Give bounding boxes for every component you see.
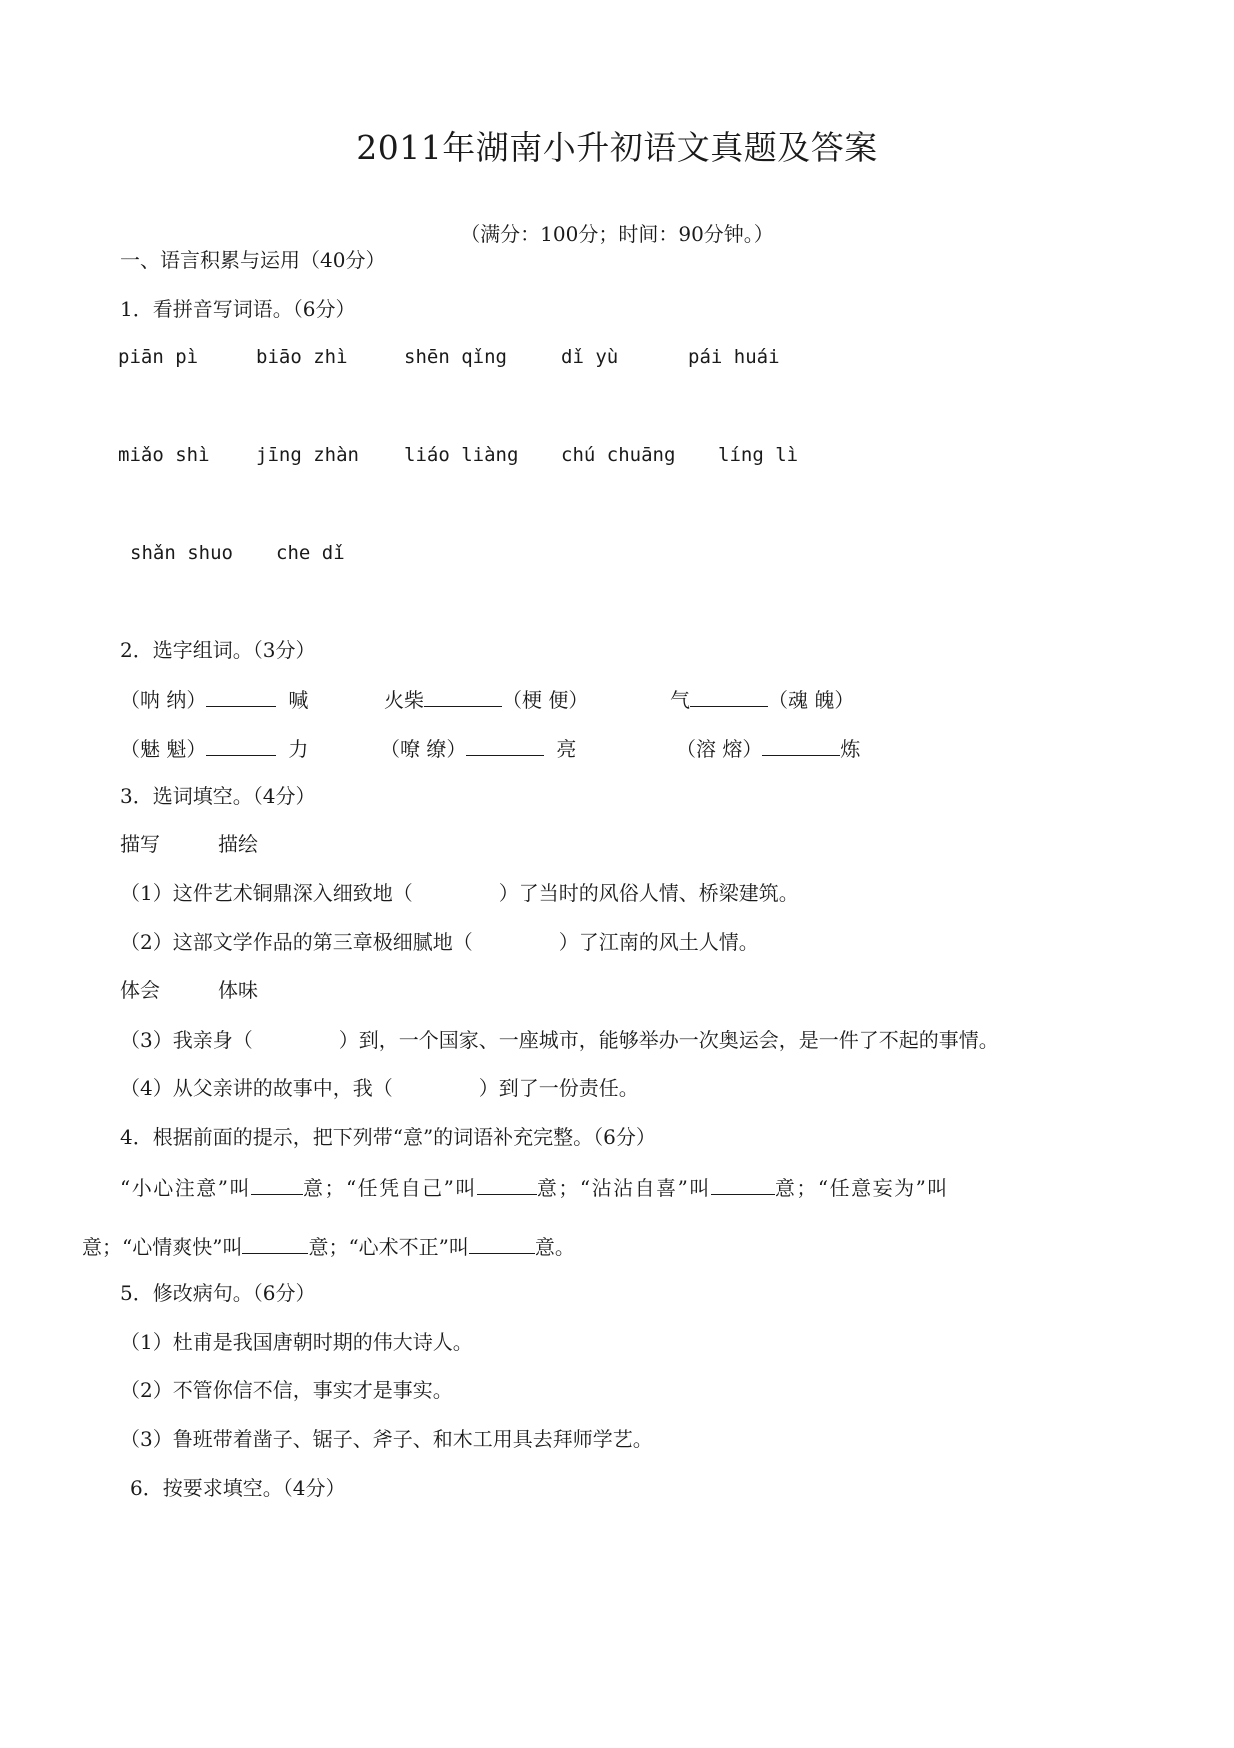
page-title: 2011年湖南小升初语文真题及答案 (356, 128, 878, 167)
pinyin-item: jīng zhàn (256, 444, 359, 466)
word-choice-item: （呐 纳） 喊 (120, 688, 309, 712)
pinyin-item: shēn qǐng (404, 346, 507, 368)
fill-sentence-1: （1）这件艺术铜鼎深入细致地（ ）了当时的风俗人情、桥梁建筑。 (120, 881, 799, 905)
pinyin-item: dǐ yù (561, 346, 619, 368)
pinyin-item: liáo liàng (404, 444, 519, 466)
fill-sentence-3: （3）我亲身（ ）到，一个国家、一座城市，能够举办一次奥运会，是一件了不起的事情。 (120, 1028, 999, 1052)
pinyin-item: piān pì (118, 346, 199, 368)
pinyin-item: biāo zhì (256, 346, 348, 368)
word-choice-item: 气 （魂 魄） (670, 688, 855, 712)
section-heading: 一、语言积累与运用（40分） (120, 248, 386, 272)
fill-sentence-4: （4）从父亲讲的故事中，我（ ）到了一份责任。 (120, 1076, 639, 1100)
word-choice-item: （魅 魁） 力 (120, 737, 309, 761)
question-1-heading: 1．看拼音写词语。（6分） (120, 297, 356, 321)
fill-sentence-2: （2）这部文学作品的第三章极细腻地（ ）了江南的风土人情。 (120, 930, 759, 954)
word-choice-item: 火柴 （梗 便） (384, 688, 589, 712)
question-3-heading: 3．选词填空。（4分） (120, 784, 316, 808)
pinyin-item: shǎn shuo (130, 542, 233, 564)
word-option: 体味 (218, 978, 258, 1002)
answer-blank[interactable] (206, 735, 276, 756)
answer-blank[interactable] (242, 1233, 308, 1254)
faulty-sentence-1: （1）杜甫是我国唐朝时期的伟大诗人。 (120, 1330, 473, 1354)
faulty-sentence-3: （3）鲁班带着凿子、锯子、斧子、和木工用具去拜师学艺。 (120, 1427, 653, 1451)
answer-blank[interactable] (206, 686, 276, 707)
pinyin-item: pái huái (688, 346, 780, 368)
word-option: 体会 (120, 978, 160, 1002)
yi-words-line-1: “小心注意”叫 意；“任凭自己”叫 意；“沾沾自喜”叫 意；“任意妄为”叫 (120, 1176, 949, 1200)
answer-blank[interactable] (711, 1174, 775, 1195)
word-option: 描绘 (218, 832, 258, 856)
pinyin-item: miǎo shì (118, 444, 210, 466)
word-option: 描写 (120, 832, 160, 856)
answer-blank[interactable] (762, 735, 840, 756)
answer-blank[interactable] (477, 1174, 537, 1195)
question-2-heading: 2．选字组词。（3分） (120, 638, 316, 662)
pinyin-item: líng lì (718, 444, 799, 466)
question-4-heading: 4．根据前面的提示，把下列带“意”的词语补充完整。（6分） (120, 1125, 656, 1149)
question-6-heading: 6．按要求填空。（4分） (130, 1476, 346, 1500)
pinyin-item: che dǐ (276, 542, 345, 564)
faulty-sentence-2: （2）不管你信不信，事实才是事实。 (120, 1378, 453, 1402)
score-time-note: （满分：100分；时间：90分钟。） (460, 222, 774, 246)
answer-blank[interactable] (469, 1233, 535, 1254)
pinyin-item: chú chuāng (561, 444, 676, 466)
question-5-heading: 5．修改病句。（6分） (120, 1281, 316, 1305)
yi-words-line-2: 意；“心情爽快”叫 意；“心术不正”叫 意。 (82, 1235, 575, 1259)
word-choice-item: （溶 熔） 炼 (676, 737, 861, 761)
answer-blank[interactable] (690, 686, 768, 707)
answer-blank[interactable] (251, 1174, 303, 1195)
word-choice-item: （嘹 缭） 亮 (380, 737, 577, 761)
answer-blank[interactable] (424, 686, 502, 707)
answer-blank[interactable] (466, 735, 544, 756)
